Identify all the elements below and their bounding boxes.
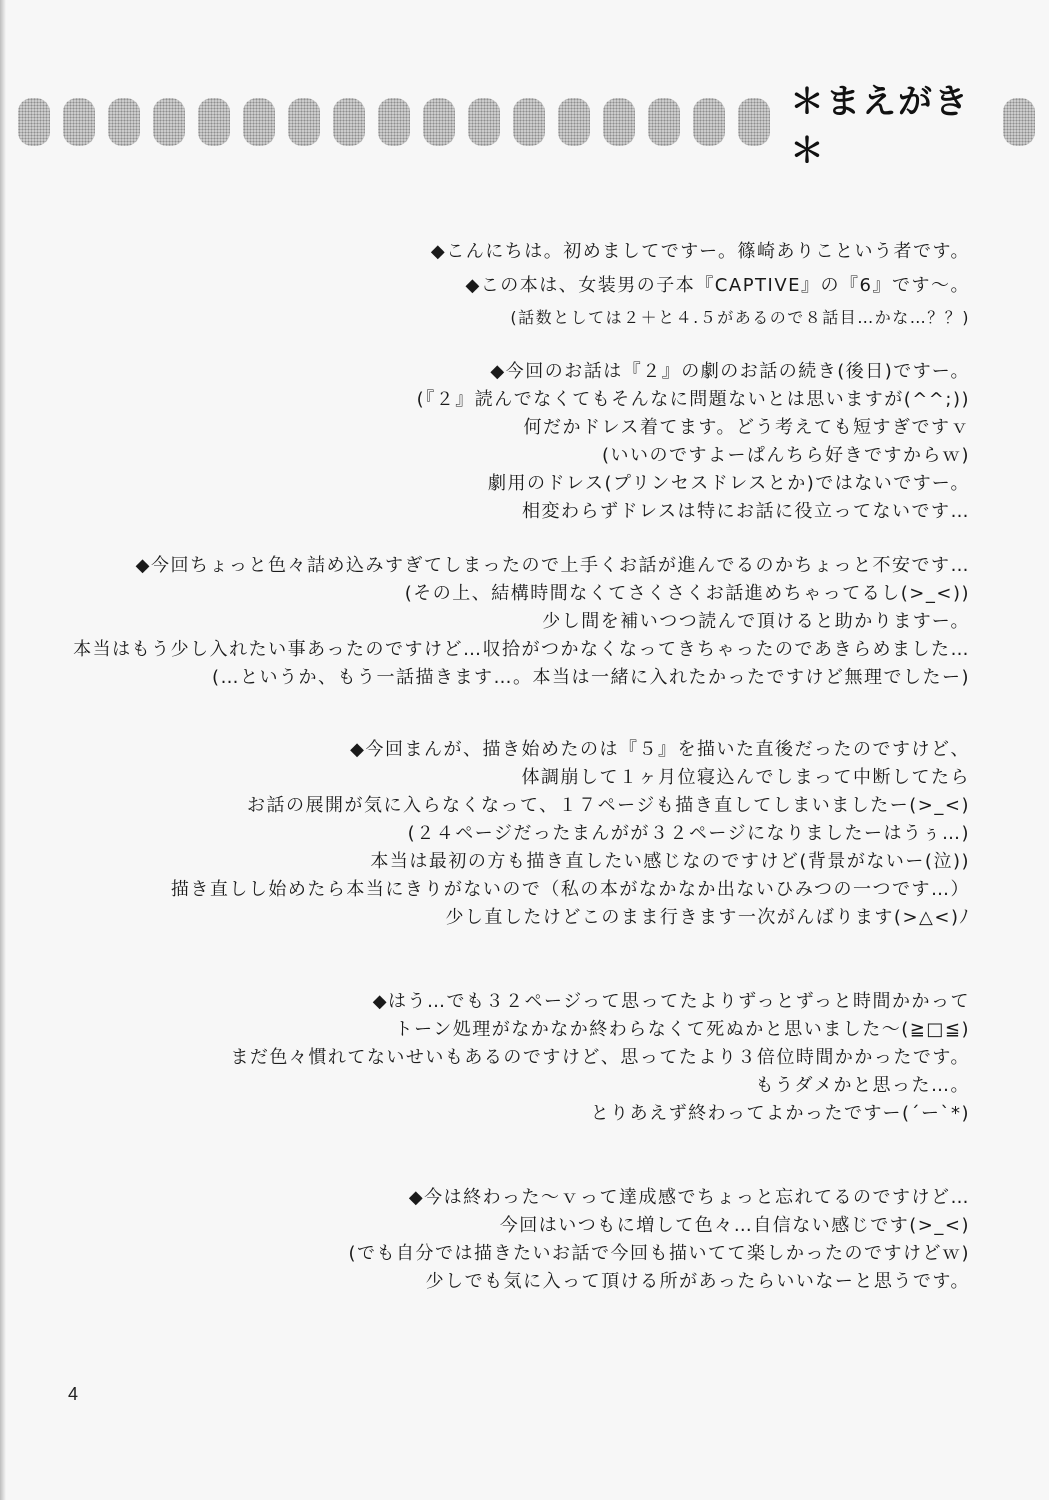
text-line: (『２』読んでなくてもそんなに問題ないとは思いますが(^^;)) (416, 389, 970, 410)
text-line: (いいのですよーぱんちら好きですからｗ) (601, 445, 970, 466)
text-line: ◆今は終わった～ｖって達成感でちょっと忘れてるのですけど… (408, 1187, 970, 1208)
text-line: ◆今回まんが、描き始めたのは『５』を描いた直後だったのですけど、 (350, 739, 970, 760)
text-line: ◆はう…でも３２ページって思ってたよりずっとずっと時間かかって (372, 991, 970, 1012)
dotted-tile (63, 98, 95, 146)
dotted-tile (558, 98, 590, 146)
text-line: とりあえず終わってよかったですー(´ー`*) (590, 1103, 970, 1124)
text-line: 本当はもう少し入れたい事あったのですけど…収拾がつかなくなってきちゃったのであきらめました… (73, 639, 970, 660)
dotted-tile (423, 98, 455, 146)
text-line: 相変わらずドレスは特にお話に役立ってないです… (522, 501, 970, 522)
text-line: (話数としては２＋と４.５があるので８話目…かな…？？) (510, 308, 970, 327)
text-line: 少し間を補いつつ読んで頂けると助かりますー。 (542, 611, 970, 632)
text-line: まだ色々慣れてないせいもあるのですけど、思ってたより３倍位時間かかったです。 (230, 1047, 970, 1068)
dotted-tile (1003, 98, 1035, 146)
page-number: 4 (68, 1384, 79, 1404)
text-line: 何だかドレス着てます。どう考えても短すぎですｖ (523, 417, 970, 438)
text-line: 本当は最初の方も描き直したい感じなのですけど(背景がないー(泣)) (370, 851, 970, 872)
text-line: お話の展開が気に入らなくなって、１７ページも描き直してしまいましたー(>_<) (247, 795, 970, 816)
dotted-tile (693, 98, 725, 146)
dotted-tile (603, 98, 635, 146)
text-line: 劇用のドレス(プリンセスドレスとか)ではないですー。 (488, 473, 970, 494)
text-line: (…というか、もう一話描きます…。本当は一緒に入れたかったですけど無理でしたー) (211, 667, 970, 688)
text-line: ◆今回のお話は『２』の劇のお話の続き(後日)ですー。 (490, 361, 970, 382)
text-line: もうダメかと思った…。 (755, 1075, 970, 1096)
text-line: 今回はいつもに増して色々…自信ない感じです(>_<) (499, 1215, 970, 1236)
dotted-tile (513, 98, 545, 146)
dotted-tile (378, 98, 410, 146)
text-line: (でも自分では描きたいお話で今回も描いてて楽しかったのですけどｗ) (348, 1243, 970, 1264)
dotted-tile (288, 98, 320, 146)
text-line: 描き直しし始めたら本当にきりがないので（私の本がなかなか出ないひみつの一つです…） (170, 879, 970, 900)
text-line: ◆こんにちは。初めましてですー。篠崎ありこという者です。 (430, 241, 970, 262)
text-line: ◆この本は、女装男の子本『CAPTIVE』の『6』です～。 (465, 275, 970, 296)
dotted-tile (108, 98, 140, 146)
dotted-tile (153, 98, 185, 146)
text-line: 少しでも気に入って頂ける所があったらいいなーと思うです。 (425, 1271, 970, 1292)
text-line: 体調崩して１ヶ月位寝込んでしまって中断してたら (521, 767, 970, 788)
dotted-tile (18, 98, 50, 146)
text-line: ◆今回ちょっと色々詰め込みすぎてしまったので上手くお話が進んでるのかちょっと不安です… (135, 555, 970, 576)
text-line: トーン処理がなかなか終わらなくて死ぬかと思いました～(≧□≦) (394, 1019, 970, 1040)
dotted-tile (468, 98, 500, 146)
text-line: 少し直したけどこのまま行きます一次がんばります(>△<)ﾉ (445, 907, 970, 928)
dotted-tile (333, 98, 365, 146)
dotted-tile (648, 98, 680, 146)
page-title: ＊まえがき＊ (790, 82, 970, 171)
header-band (18, 82, 1038, 171)
text-line: (２４ページだったまんがが３２ページになりましたーはうぅ…) (407, 823, 970, 844)
text-line: (その上、結構時間なくてさくさくお話進めちゃってるし(>_<)) (404, 583, 970, 604)
dotted-tile (738, 98, 770, 146)
dotted-tile-row (18, 98, 788, 148)
book-spine-shadow (0, 0, 6, 1500)
dotted-tile (198, 98, 230, 146)
dotted-tile (243, 98, 275, 146)
